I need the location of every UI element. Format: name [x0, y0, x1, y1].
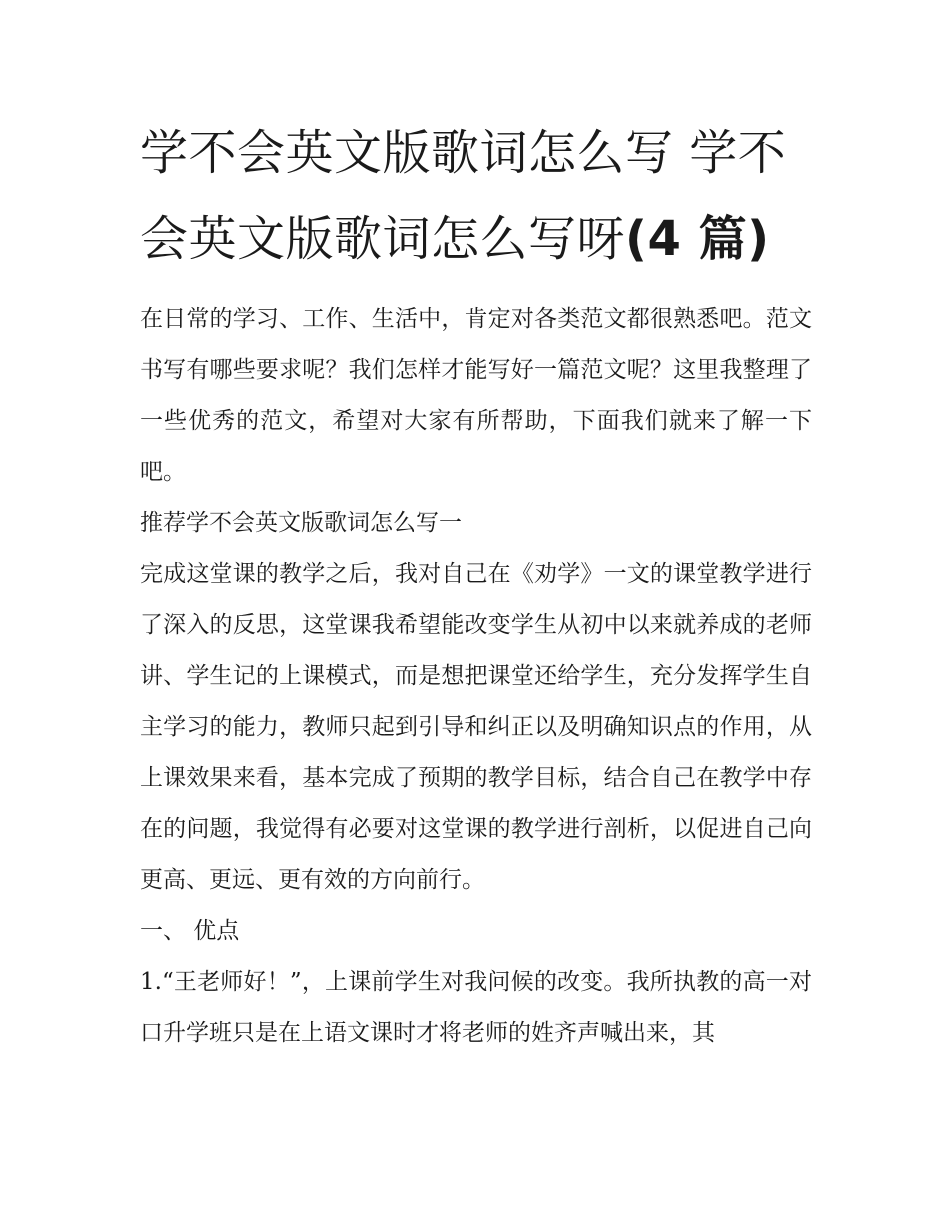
document-page: [140, 110, 812, 1059]
subheading-strengths: 一、 优点: [140, 918, 240, 944]
title-count: (4 篇): [625, 211, 770, 267]
intro-paragraph: 在日常的学习、工作、生活中，肯定对各类范文都很熟悉吧。范文书写有哪些要求呢？我们怎样才能写好一篇范文呢？这里我整理了一些优秀的范文，希望对大家有所帮助，下面我们就来了解一下吧。: [140, 306, 812, 485]
title-text: 学不会英文版歌词怎么写 学不会英文版歌词怎么写呀: [140, 125, 787, 267]
section-heading: 推荐学不会英文版歌词怎么写一: [140, 510, 462, 536]
point-1-paragraph: 1.“王老师好！”，上课前学生对我问候的改变。我所执教的高一对口升学班只是在上语文课时才将老师的姓齐声喊出来，其: [140, 969, 812, 1046]
document-title: [140, 110, 812, 282]
body-paragraph: 完成这堂课的教学之后，我对自己在《劝学》一文的课堂教学进行了深入的反思，这堂课我希望能改变学生从初中以来就养成的老师讲、学生记的上课模式，而是想把课堂还给学生，充分发挥学生自主学习的能力，教师只起到引导和纠正以及明确知识点的作用，从上课效果来看，基本完成了预期的教学目标，结合自己在教学中存在的问题，我觉得有必要对这堂课的教学进行剖析，以促进自己向更高、更远、更有效的方向前行。: [140, 561, 812, 893]
